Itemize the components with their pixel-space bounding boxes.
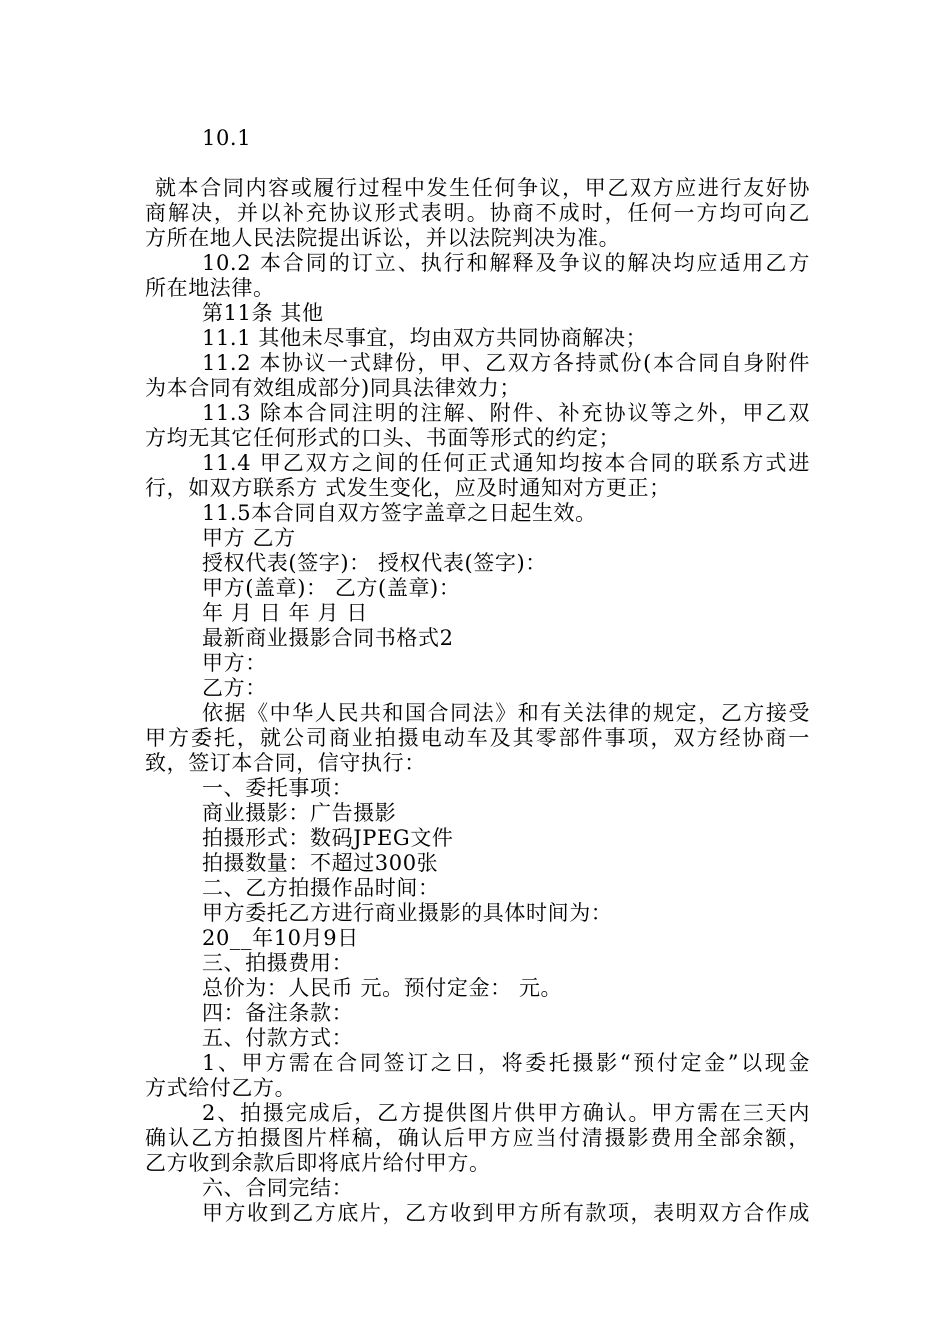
section-heading: 二、乙方拍摄作品时间： xyxy=(202,876,440,900)
section-heading: 五、付款方式： xyxy=(202,1026,354,1050)
text-line: 商解决，并以补充协议形式表明。协商不成时，任何一方均可向乙 xyxy=(145,201,810,225)
text-line: 总价为：人民币 元。预付定金： 元。 xyxy=(202,976,563,1000)
text-line: 11.2 本协议一式肆份，甲、乙双方各持贰份(本合同自身附件 xyxy=(202,351,810,375)
text-line: 年 月 日 年 月 日 xyxy=(202,601,368,625)
text-line: 确认乙方拍摄图片样稿，确认后甲方应当付清摄影费用全部余额， xyxy=(145,1126,810,1150)
text-line: 拍摄形式：数码JPEG文件 xyxy=(202,826,454,850)
section-heading: 一、委托事项： xyxy=(202,776,354,800)
document-title: 最新商业摄影合同书格式2 xyxy=(202,626,454,650)
text-line: 11.1 其他未尽事宜，均由双方共同协商解决； xyxy=(202,326,648,350)
text-line: 11.3 除本合同注明的注解、附件、补充协议等之外，甲乙双 xyxy=(202,401,810,425)
text-line: 甲方收到乙方底片，乙方收到甲方所有款项，表明双方合作成 xyxy=(202,1201,810,1225)
section-heading: 第11条 其他 xyxy=(202,301,324,325)
text-line: 1、甲方需在合同签订之日，将委托摄影“预付定金”以现金 xyxy=(202,1051,810,1075)
text-line: 方所在地人民法院提出诉讼，并以法院判决为准。 xyxy=(145,226,621,250)
text-line: 甲方委托乙方进行商业摄影的具体时间为： xyxy=(202,901,613,925)
text-line: 方均无其它任何形式的口头、书面等形式的约定； xyxy=(145,426,621,450)
text-line: 拍摄数量：不超过300张 xyxy=(202,851,439,875)
section-heading: 六、合同完结： xyxy=(202,1176,354,1200)
text-line: 2、拍摄完成后，乙方提供图片供甲方确认。甲方需在三天内 xyxy=(202,1101,810,1125)
text-line: 致，签订本合同，信守执行： xyxy=(145,751,426,775)
text-line: 甲方 乙方 xyxy=(202,526,296,550)
text-line: 甲方(盖章)： 乙方(盖章)： xyxy=(202,576,461,600)
text-line: 甲方： xyxy=(202,651,267,675)
text-line: 为本合同有效组成部分)同具法律效力； xyxy=(145,376,521,400)
text-line: 10.1 xyxy=(202,126,252,150)
text-line: 就本合同内容或履行过程中发生任何争议，甲乙双方应进行友好协 xyxy=(155,176,810,200)
text-line: 10.2 本合同的订立、执行和解释及争议的解决均应适用乙方 xyxy=(202,251,810,275)
text-line: 11.5本合同自双方签字盖章之日起生效。 xyxy=(202,501,597,525)
text-line: 20__年10月9日 xyxy=(202,926,359,950)
section-heading: 三、拍摄费用： xyxy=(202,951,354,975)
text-line: 乙方收到余款后即将底片给付甲方。 xyxy=(145,1151,491,1175)
text-line: 11.4 甲乙双方之间的任何正式通知均按本合同的联系方式进 xyxy=(202,451,810,475)
text-line: 甲方委托，就公司商业拍摄电动车及其零部件事项，双方经协商一 xyxy=(145,726,810,750)
text-line: 授权代表(签字)： 授权代表(签字)： xyxy=(202,551,547,575)
section-heading: 四：备注条款： xyxy=(202,1001,354,1025)
text-line: 商业摄影：广告摄影 xyxy=(202,801,397,825)
text-line: 行，如双方联系方 式发生变化，应及时通知对方更正； xyxy=(145,476,671,500)
text-line: 方式给付乙方。 xyxy=(145,1076,297,1100)
text-line: 依据《中华人民共和国合同法》和有关法律的规定，乙方接受 xyxy=(202,701,810,725)
text-line: 所在地法律。 xyxy=(145,276,275,300)
text-line: 乙方： xyxy=(202,676,267,700)
